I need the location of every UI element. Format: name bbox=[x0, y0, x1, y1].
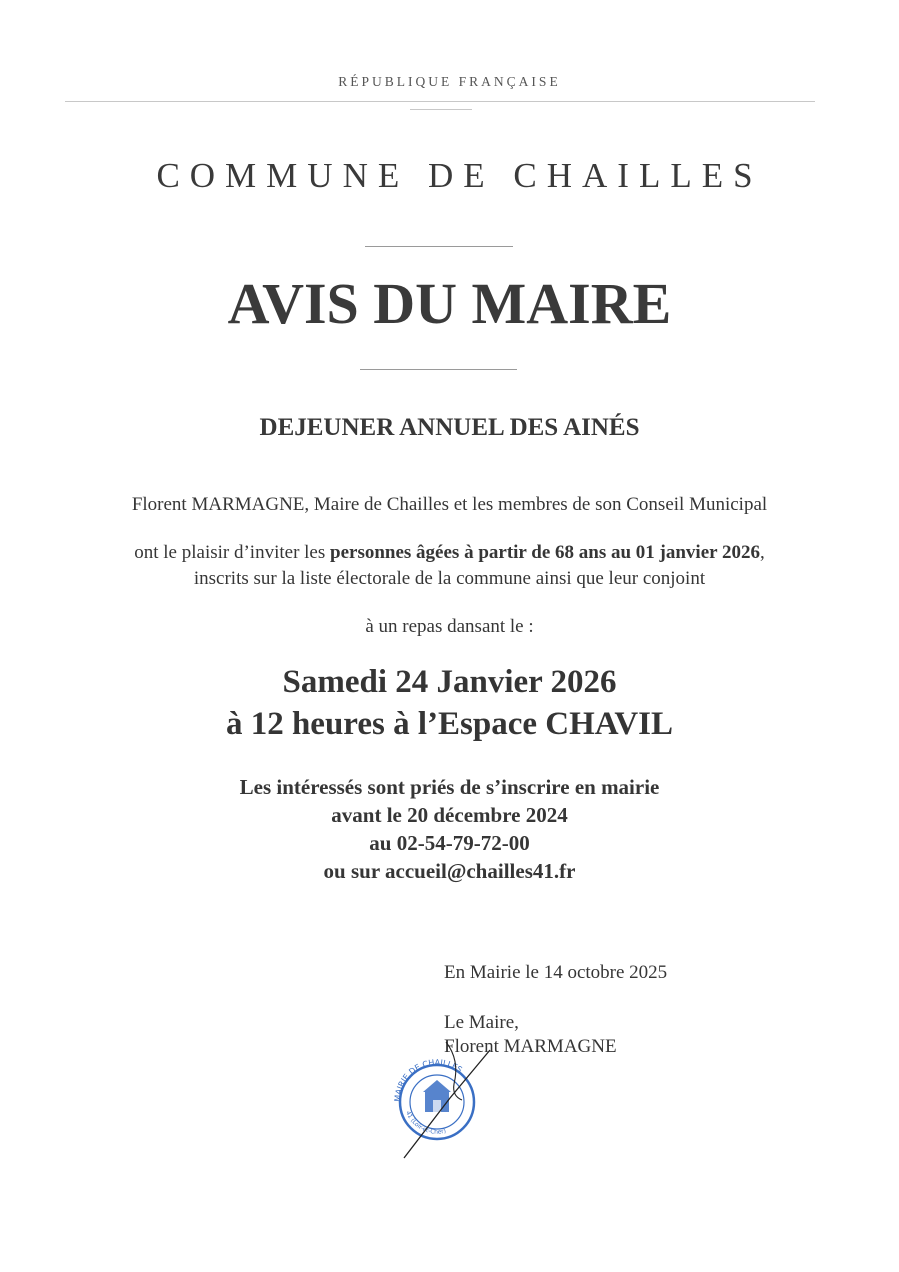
registration-phone: au 02-54-79-72-00 bbox=[369, 831, 530, 855]
invitation-line-1: Florent MARMAGNE, Maire de Chailles et les membres de son Conseil Municipal bbox=[131, 494, 768, 515]
divider-bottom bbox=[360, 369, 517, 370]
registration-deadline: avant le 20 décembre 2024 bbox=[331, 803, 568, 827]
invitation-line-2 bbox=[0, 542, 899, 564]
registration-email: ou sur accueil@chailles41.fr bbox=[323, 859, 576, 883]
mairie-stamp-icon bbox=[390, 1040, 500, 1160]
notice-title: AVIS DU MAIRE bbox=[227, 271, 672, 336]
signature-name: Florent MARMAGNE bbox=[444, 1036, 617, 1057]
event-place: à 12 heures à l’Espace CHAVIL bbox=[225, 706, 674, 742]
header-rule-short bbox=[410, 109, 472, 110]
event-subtitle: DEJEUNER ANNUEL DES AINÉS bbox=[259, 414, 640, 441]
stamp-emblem-icon bbox=[423, 1080, 451, 1112]
invitation-line-2-suffix: , bbox=[759, 542, 765, 563]
event-date: Samedi 24 Janvier 2026 bbox=[282, 664, 617, 700]
signature-place-date: En Mairie le 14 octobre 2025 bbox=[444, 962, 668, 983]
commune-name: COMMUNE DE CHAILLES bbox=[156, 156, 763, 195]
stamp-text: MAIRIE DE CHAILLES bbox=[392, 1057, 464, 1103]
stamp-subtext: 41 (Loir-et-Cher) bbox=[404, 1109, 447, 1136]
signature-title: Le Maire, bbox=[444, 1012, 519, 1033]
republique-francaise-header: RÉPUBLIQUE FRANÇAISE bbox=[338, 74, 561, 89]
registration-line-1: Les intéressés sont priés de s’inscrire en mairie bbox=[239, 775, 660, 799]
invitation-line-3: inscrits sur la liste électorale de la commune ainsi que leur conjoint bbox=[193, 568, 706, 589]
invitation-line-2-bold: personnes âgées à partir de 68 ans au 01 janvier 2026 bbox=[330, 542, 760, 563]
divider-top bbox=[365, 246, 513, 247]
invitation-line-2-prefix: ont le plaisir d’inviter les bbox=[134, 542, 331, 563]
invitation-line-4: à un repas dansant le : bbox=[365, 616, 534, 637]
header-rule bbox=[65, 101, 815, 102]
